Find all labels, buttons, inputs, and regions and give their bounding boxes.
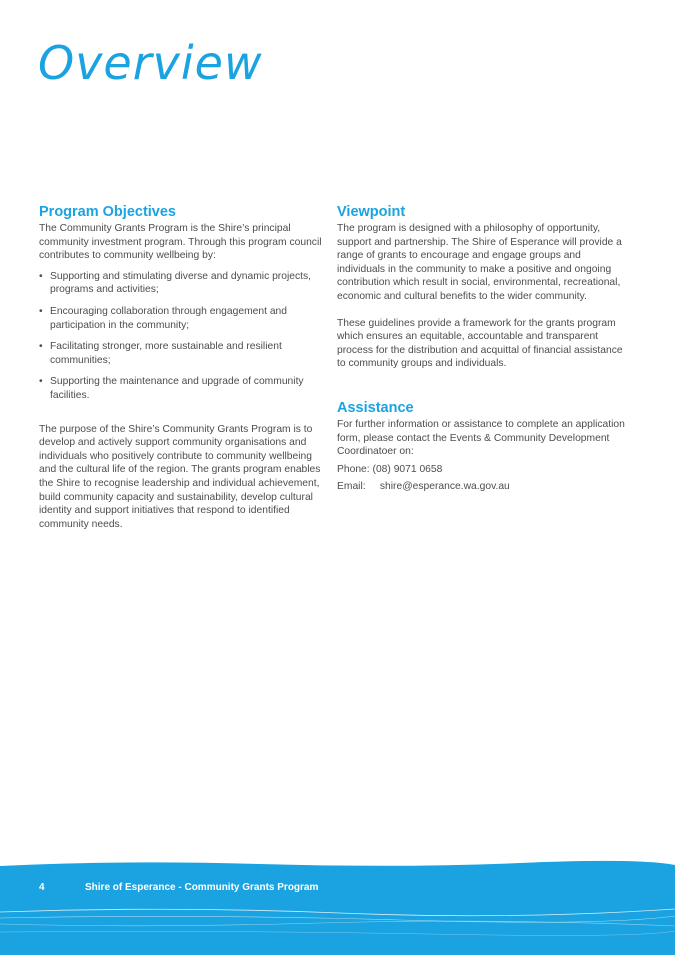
phone-number: (08) 9071 0658 [372,463,443,475]
program-objectives-section [39,204,329,531]
objective-item: • Supporting and stimulating diverse and dynamic projects, programs and activities; [39,270,322,297]
objectives-list [39,270,329,403]
viewpoint-paragraph-1: The program is designed with a philosophy of opportunity, support and partnership. The Shire of Esperance will provide a range of grants to encourage and engage groups and individuals in the community to make a positive and ongoing contribution which result in social, environmental, recreational, economic and cultural benefits to the wider community. [337,223,622,302]
page-title: Overview [38,36,263,90]
email-line [337,480,627,494]
assistance-text: For further information or assistance to complete an application form, please contact the Events & Community Development Coordinatoer on: [337,418,625,458]
phone-label: Phone: [337,463,370,475]
assistance-section [337,400,627,494]
program-purpose-paragraph: The purpose of the Shire’s Community Grants Program is to develop and actively support community organisations and individuals who positively contribute to community wellbeing and the cultural life of the region. The grants program enables the Shire to recognise leadership and individual achievement, build community capacity and sustainability, develop cultural identity and support initiatives that respond to identified community needs. [39,423,321,530]
viewpoint-paragraph-2: These guidelines provide a framework for the grants program which ensures an equitable, accountable and transparent process for the distribution and acquittal of financial assistance to community groups and individuals. [337,317,623,370]
objective-item: • Supporting the maintenance and upgrade of community facilities. [39,375,322,402]
viewpoint-heading: Viewpoint [337,204,406,220]
objective-item: • Facilitating stronger, more sustainable and resilient communities; [39,340,322,367]
assistance-heading: Assistance [337,399,414,416]
footer-wave-graphic [0,860,675,955]
program-objectives-intro: The Community Grants Program is the Shire’s principal community investment program. Through this program council contributes to community wellbeing by: [39,223,322,262]
footer-title: Shire of Esperance - Community Grants Program [85,882,319,893]
right-column [337,204,627,494]
objective-item: • Encouraging collaboration through engagement and participation in the community; [39,305,322,332]
footer-band [0,860,675,955]
program-objectives-heading: Program Objectives [39,204,176,220]
left-column [39,204,329,531]
phone-line [337,463,627,477]
email-address[interactable]: shire@esperance.wa.gov.au [379,481,510,493]
email-label: Email: [337,481,366,493]
footer-page-number: 4 [39,882,45,893]
viewpoint-section [337,204,627,371]
